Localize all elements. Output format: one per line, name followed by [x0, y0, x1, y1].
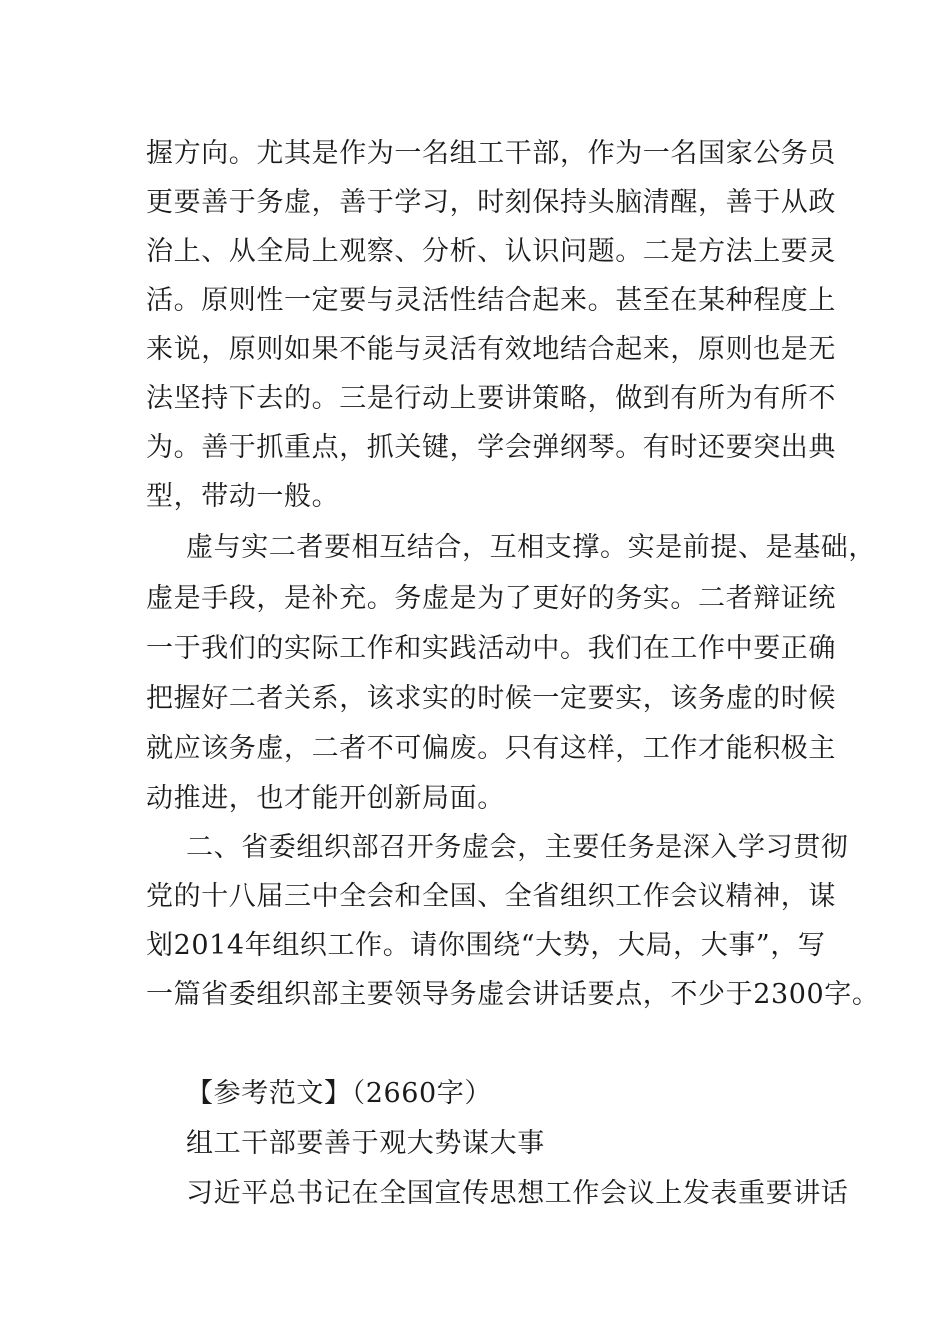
paragraph-line: 型，带动一般。 [146, 481, 340, 512]
question-line: 二、省委组织部召开务虚会，主要任务是深入学习贯彻 [186, 832, 849, 863]
question-line: 一篇省委组织部主要领导务虚会讲话要点，不少于2300字。 [146, 979, 880, 1010]
paragraph-line: 虚与实二者要相互结合，互相支撑。实是前提、是基础， [186, 532, 876, 563]
paragraph-line: 一于我们的实际工作和实践活动中。我们在工作中要正确 [146, 633, 836, 664]
paragraph-line: 把握好二者关系，该求实的时候一定要实，该务虚的时候 [146, 683, 836, 714]
paragraph-line: 治上、从全局上观察、分析、认识问题。二是方法上要灵 [146, 236, 836, 267]
reference-label: 【参考范文】（2660字） [186, 1078, 493, 1109]
question-line: 划2014年组织工作。请你围绕“大势，大局，大事”，写 [146, 930, 826, 961]
question-line: 党的十八届三中全会和全国、全省组织工作会议精神，谋 [146, 881, 836, 912]
paragraph-line: 就应该务虚，二者不可偏废。只有这样，工作才能积极主 [146, 733, 836, 764]
paragraph-line: 握方向。尤其是作为一名组工干部，作为一名国家公务员 [146, 138, 836, 169]
paragraph-line: 虚是手段，是补充。务虚是为了更好的务实。二者辩证统 [146, 583, 836, 614]
paragraph-line: 动推进，也才能开创新局面。 [146, 783, 505, 814]
essay-title: 组工干部要善于观大势谋大事 [186, 1128, 545, 1159]
paragraph-line: 活。原则性一定要与灵活性结合起来。甚至在某种程度上 [146, 285, 836, 316]
paragraph-line: 来说，原则如果不能与灵活有效地结合起来，原则也是无 [146, 334, 836, 365]
paragraph-line: 更要善于务虚，善于学习，时刻保持头脑清醒，善于从政 [146, 187, 836, 218]
paragraph-line: 为。善于抓重点，抓关键，学会弹纲琴。有时还要突出典 [146, 432, 836, 463]
essay-first-line: 习近平总书记在全国宣传思想工作会议上发表重要讲话 [186, 1178, 849, 1209]
paragraph-line: 法坚持下去的。三是行动上要讲策略，做到有所为有所不 [146, 383, 836, 414]
